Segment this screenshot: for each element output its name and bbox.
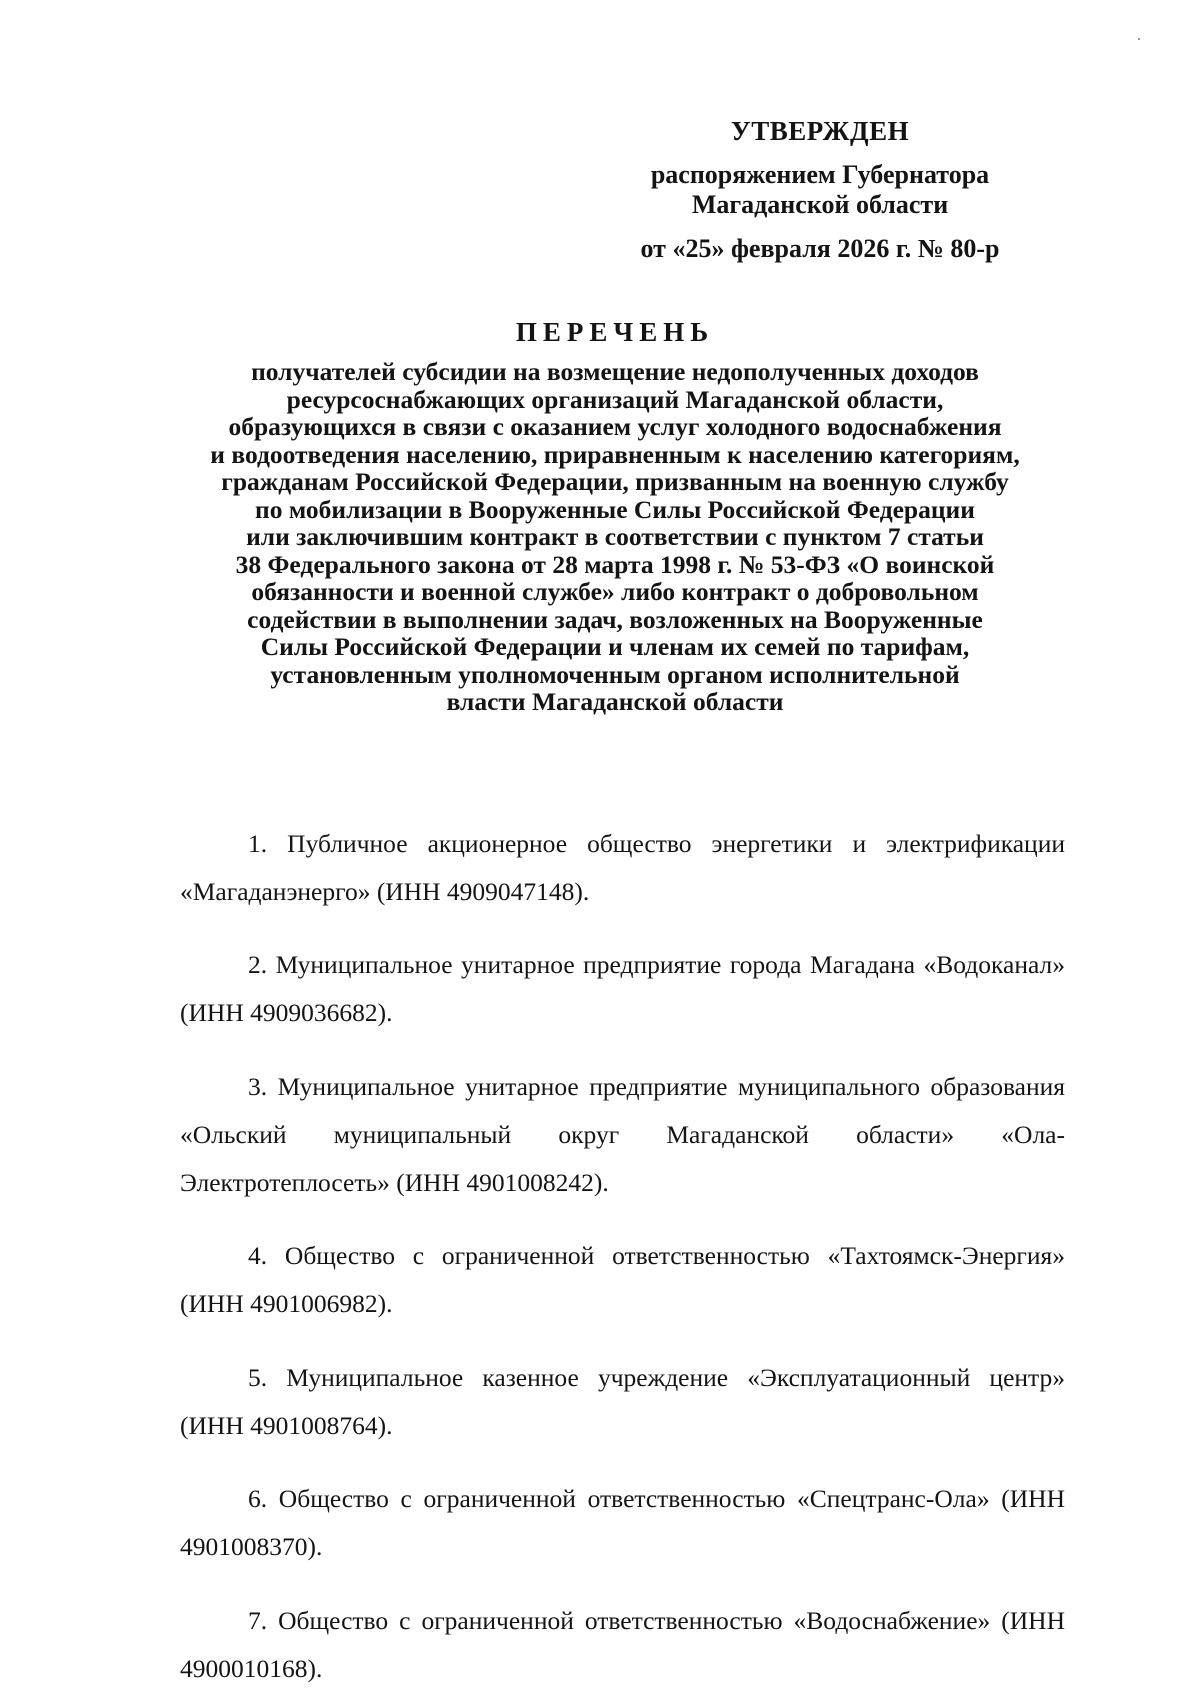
document-heading [160,316,1070,716]
subtitle-line: ресурсоснабжающих организаций Магаданской области, [286,384,944,414]
subtitle-line: или заключившим контракт в соответствии с пунктом 7 статьи [246,522,984,551]
subtitle-line: установленным уполномоченным органом исполнительной [270,659,960,689]
list-item: 7. Общество с ограниченной ответственностью «Водоснабжение» (ИНН 4900010168). [180,1605,1065,1683]
document-subtitle [160,358,1070,716]
approval-issuer-line-2: Магаданской области [691,190,949,219]
approval-date: от «25» февраля 2026 г. № 80-р [640,234,1000,263]
subtitle-line: 38 Федерального закона от 28 марта 1998 г. № 53-ФЗ «О воинской [235,549,995,579]
scan-speck [1138,38,1140,40]
subtitle-line: образующихся в связи с оказанием услуг холодного водоснабжения [228,412,1002,441]
approval-issuer-line-1: распоряжением Губернатора [650,160,990,189]
list-item: 3. Муниципальное унитарное предприятие муниципального образования «Ольский муниципальный округ Магаданской области» «Ола-Электротеплосеть» (ИНН 4901008242). [180,1071,1065,1197]
subtitle-line: содействии в выполнении задач, возложенных на Вооруженные [247,604,983,634]
subtitle-line: по мобилизации в Вооруженные Силы Российской Федерации [255,494,975,524]
subtitle-line: гражданам Российской Федерации, призванным на военную службу [221,467,1009,496]
list-item: 5. Муниципальное казенное учреждение «Эксплуатационный центр» (ИНН 4901008764). [180,1362,1065,1440]
approval-title: УТВЕРЖДЕН [730,116,910,146]
list-item: 6. Общество с ограниченной ответственностью «Спецтранс-Ола» (ИНН 4901008370). [180,1484,1065,1561]
document-title: ПЕРЕЧЕНЬ [515,317,715,347]
list-item: 4. Общество с ограниченной ответственностью «Тахтоямск-Энергия» (ИНН 4901006982). [180,1241,1065,1318]
approval-issuer [620,160,1020,220]
subtitle-line: получателей субсидии на возмещение недополученных доходов [251,357,979,386]
list-item: 1. Публичное акционерное общество энергетики и электрификации «Магаданэнерго» (ИНН 4909047148). [180,828,1065,906]
list-item: 2. Муниципальное унитарное предприятие города Магадана «Водоканал» (ИНН 4909036682). [180,950,1065,1027]
approval-stamp-block [620,114,1020,264]
subtitle-line: Силы Российской Федерации и членам их семей по тарифам, [260,632,970,661]
recipients-list [180,794,1065,1693]
subtitle-line: и водоотведения населению, приравненным к населению категориям, [210,439,1020,469]
subtitle-line: обязанности и военной службе» либо контракт о добровольном [251,577,979,606]
subtitle-line: власти Магаданской области [446,687,784,716]
